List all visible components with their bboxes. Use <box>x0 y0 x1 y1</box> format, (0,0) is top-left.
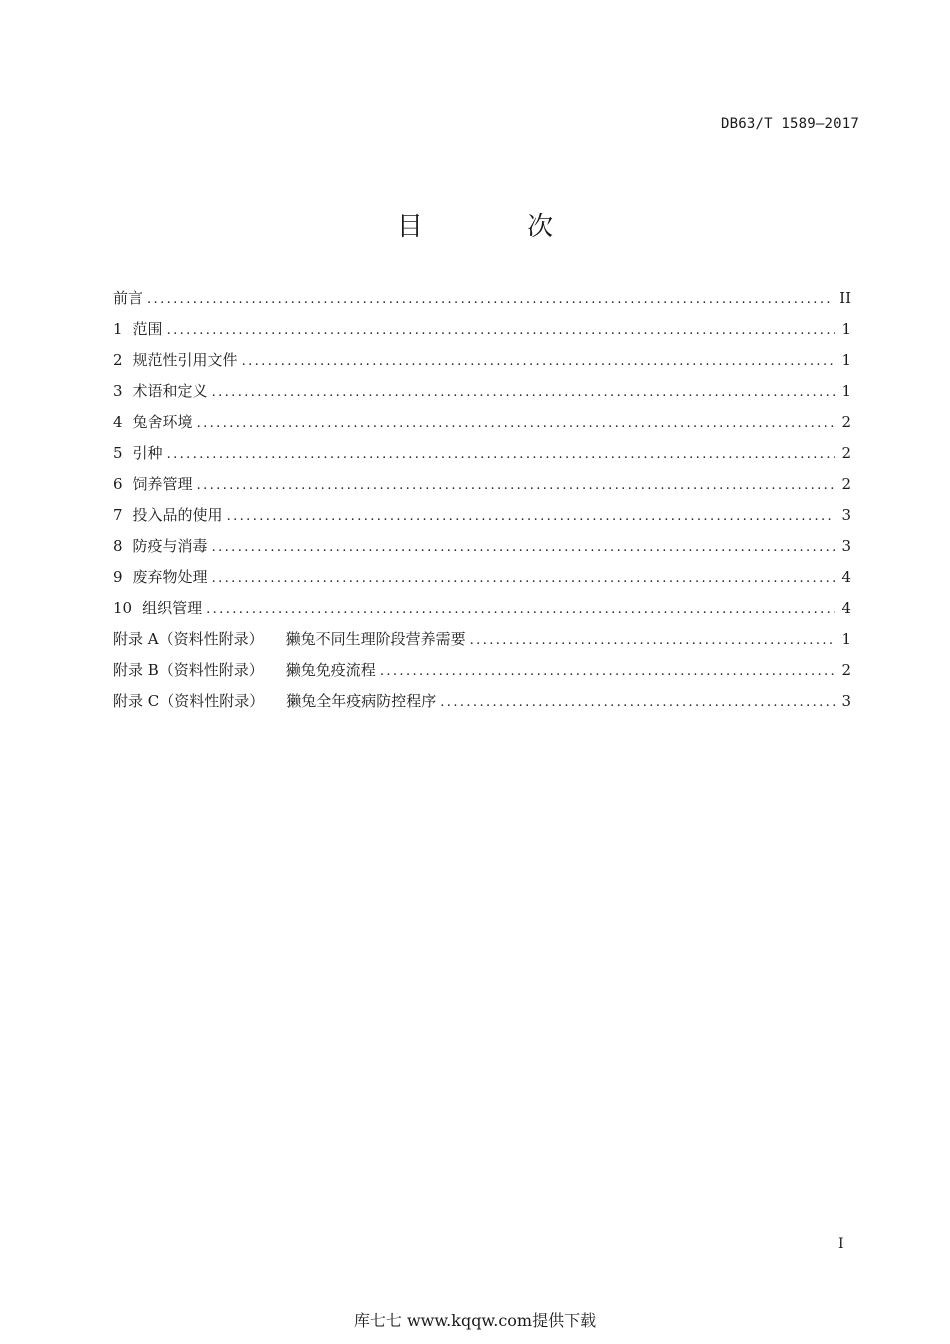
toc-entry-page: 2 <box>841 475 851 493</box>
toc-entry-page: 1 <box>841 320 851 338</box>
appendix-title: 獭兔不同生理阶段营养需要 <box>285 630 466 648</box>
toc-entry-number: 9 <box>113 568 123 586</box>
page-number: I <box>838 1236 844 1252</box>
leader-dots <box>167 444 835 466</box>
toc-entry-appendix-c[interactable] <box>113 690 851 721</box>
toc-entry-title: 引种 <box>132 444 163 462</box>
toc-entry-title: 术语和定义 <box>132 382 208 400</box>
toc-entry-page: 1 <box>841 382 851 400</box>
toc-entry-page: 4 <box>841 568 851 586</box>
appendix-label: 附录 A（资料性附录） <box>113 630 264 648</box>
toc-entry-appendix-a[interactable] <box>113 628 851 659</box>
toc-entry-feeding-management[interactable] <box>113 473 851 504</box>
toc-entry-number: 8 <box>113 537 123 555</box>
toc-entry-title: 防疫与消毒 <box>132 537 208 555</box>
toc-entry-title: 范围 <box>132 320 163 338</box>
appendix-label: 附录 B（资料性附录） <box>113 661 264 679</box>
toc-entry-number: 5 <box>113 444 123 462</box>
toc-entry-number: 2 <box>113 351 123 369</box>
leader-dots <box>206 599 835 621</box>
toc-entry-terms-definitions[interactable] <box>113 380 851 411</box>
toc-entry-appendix-b[interactable] <box>113 659 851 690</box>
leader-dots <box>470 630 835 652</box>
appendix-page: 1 <box>841 630 851 648</box>
toc-entry-page: 3 <box>841 506 851 524</box>
leader-dots <box>197 475 835 497</box>
toc-entry-preface[interactable] <box>113 287 851 318</box>
appendix-label: 附录 C（资料性附录） <box>113 692 265 710</box>
document-code: DB63/T 1589—2017 <box>720 116 859 132</box>
toc-entry-title: 组织管理 <box>142 599 203 617</box>
leader-dots <box>242 351 835 373</box>
appendix-title: 獭兔全年疫病防控程序 <box>286 692 437 710</box>
appendix-title: 獭兔免疫流程 <box>285 661 376 679</box>
toc-entry-scope[interactable] <box>113 318 851 349</box>
appendix-page: 2 <box>841 661 851 679</box>
toc-entry-number: 1 <box>113 320 123 338</box>
leader-dots <box>440 692 835 714</box>
toc-entry-page: 2 <box>841 444 851 462</box>
toc-entry-page: 4 <box>841 599 851 617</box>
toc-entry-title: 废弃物处理 <box>132 568 208 586</box>
download-credit: 库七七 www.kqqw.com提供下载 <box>353 1311 597 1330</box>
toc-entry-introduction-of-breeds[interactable] <box>113 442 851 473</box>
toc-entry-epidemic-prevention[interactable] <box>113 535 851 566</box>
leader-dots <box>197 413 835 435</box>
toc-entry-number: 3 <box>113 382 123 400</box>
appendix-page: 3 <box>841 692 851 710</box>
toc-entry-title: 饲养管理 <box>132 475 193 493</box>
toc-entry-number: 6 <box>113 475 123 493</box>
toc-entry-title: 投入品的使用 <box>132 506 223 524</box>
leader-dots <box>167 320 835 342</box>
leader-dots <box>212 568 835 590</box>
table-of-contents <box>113 287 851 721</box>
toc-entry-normative-references[interactable] <box>113 349 851 380</box>
leader-dots <box>212 382 835 404</box>
toc-title: 目 次 <box>396 212 602 242</box>
leader-dots <box>227 506 835 528</box>
toc-entry-waste-treatment[interactable] <box>113 566 851 597</box>
toc-entry-page: 2 <box>841 413 851 431</box>
leader-dots <box>212 537 835 559</box>
toc-entry-number: 10 <box>113 599 133 617</box>
toc-entry-page: 1 <box>841 351 851 369</box>
toc-entry-input-usage[interactable] <box>113 504 851 535</box>
toc-entry-number: 7 <box>113 506 123 524</box>
toc-entry-housing-environment[interactable] <box>113 411 851 442</box>
toc-entry-page: II <box>839 289 851 307</box>
leader-dots <box>147 289 833 311</box>
leader-dots <box>380 661 835 683</box>
toc-entry-number: 4 <box>113 413 123 431</box>
toc-entry-title: 兔舍环境 <box>132 413 193 431</box>
toc-entry-title: 规范性引用文件 <box>132 351 238 369</box>
toc-entry-title: 前言 <box>113 289 144 307</box>
toc-entry-page: 3 <box>841 537 851 555</box>
toc-entry-organization-management[interactable] <box>113 597 851 628</box>
